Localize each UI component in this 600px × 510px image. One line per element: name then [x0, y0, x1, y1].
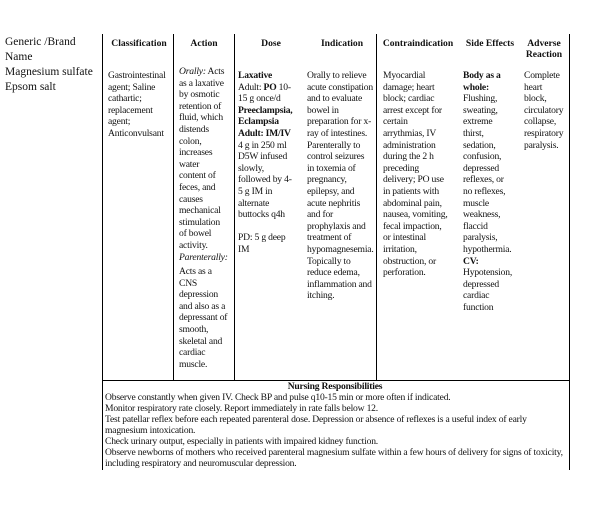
- header-action: Action: [190, 38, 218, 49]
- body-as-whole-text: Flushing, sweating, extreme thirst, sedation, confusion, depressed reflexes, or no reflexes, muscle weakness, flaccid paralysis, hypothermia.: [463, 93, 512, 255]
- nursing-title: Nursing Responsibilities: [287, 381, 383, 392]
- cv-text: Hypotension, depressed cardiac function: [463, 267, 513, 313]
- nursing-item: Observe constantly when given IV. Check BP and pulse q10-15 min or more often if indicated.: [105, 392, 451, 403]
- header-side-effects: Side Effects: [465, 38, 515, 49]
- header-adverse-reaction: Adverse Reaction: [525, 38, 563, 60]
- contraindication-cell: Myocardial damage; heart block; cardiac arrest except for certain arrythmias, IV administration during the 2 h preceding delivery; PO use in patients with abdominal pain, nausea, vomiting, fecal impaction, or intestinal irritation, obstruction, or perforation.: [383, 70, 448, 279]
- preeclampsia-adult-route: Adult: IM/IV: [238, 127, 291, 139]
- orally-text: Acts as a laxative by osmotic retention of fluid, which distends colon, increases water content of feces, and causes mechanical stimulation of bowel activity.: [179, 66, 225, 251]
- preeclampsia-dose: 4 g in 250 ml D5W infused slowly, followed by 4- 5 g IM in alternate buttocks q4h PD: 5 g deep IM: [238, 139, 292, 255]
- parenterally-text: Acts as a CNS depression and also as a depressant of smooth, skeletal and cardiac muscle.: [179, 266, 228, 370]
- header-name: Name: [5, 51, 33, 63]
- header-classification: Classification: [111, 38, 167, 49]
- route-po: PO: [263, 81, 277, 93]
- table-border-left: [102, 34, 103, 470]
- nursing-item: Test patellar reflex before each repeated parenteral dose. Depression or absence of reflexes is a useful index of early magnesium intoxication.: [105, 414, 527, 436]
- dose-cell: [238, 70, 308, 256]
- body-as-whole-label: Body as a whole:: [463, 70, 501, 93]
- indication-cell: Orally to relieve acute constipation and to evaluate bowel in preparation for x- ray of intestines. Parenterally to control seizures in toxemia of pregnancy, epilepsy, and acute nephritis and for prophylaxis and treatment of hypomagnesemia. Topically to reduce edema, inflammation and itching.: [307, 70, 374, 302]
- header-contraindication: Contraindication: [382, 38, 454, 49]
- header-dose: Dose: [261, 38, 281, 49]
- laxative-label: Laxative: [238, 70, 273, 81]
- nursing-responsibilities: [105, 381, 565, 469]
- drug-name-column: [5, 35, 93, 95]
- generic-name: Magnesium sulfate: [5, 66, 93, 78]
- preeclampsia-label: Preeclampsia, Eclampsia: [238, 104, 293, 128]
- parenterally-label: Parenterally:: [179, 251, 228, 263]
- laxative-dose: 10- 15 g once/d: [238, 81, 291, 105]
- nursing-item: Observe newborns of mothers who received parenteral magnesium sulfate within a few hours of delivery for signs of toxicity, including respiratory and neuromuscular depression.: [105, 447, 563, 469]
- brand-name: Epsom salt: [5, 81, 56, 93]
- header-indication: Indication: [320, 38, 364, 49]
- header-generic-brand: Generic /Brand: [5, 36, 76, 48]
- cv-label: CV:: [463, 255, 479, 267]
- adverse-reaction-cell: Complete heart block, circulatory collapse, respiratory paralysis.: [524, 70, 564, 151]
- adult-label: Adult:: [238, 81, 264, 93]
- classification-cell: Gastrointestinal agent; Saline cathartic; replacement agent; Anticonvulsant: [108, 70, 166, 139]
- side-effects-cell: [463, 70, 521, 313]
- nursing-item: Monitor respiratory rate closely. Report immediately in rate falls below 12.: [105, 403, 378, 414]
- action-cell: [179, 66, 235, 370]
- orally-label: Orally:: [179, 66, 206, 77]
- nursing-item: Check urinary output, especially in patients with impaired kidney function.: [105, 436, 379, 447]
